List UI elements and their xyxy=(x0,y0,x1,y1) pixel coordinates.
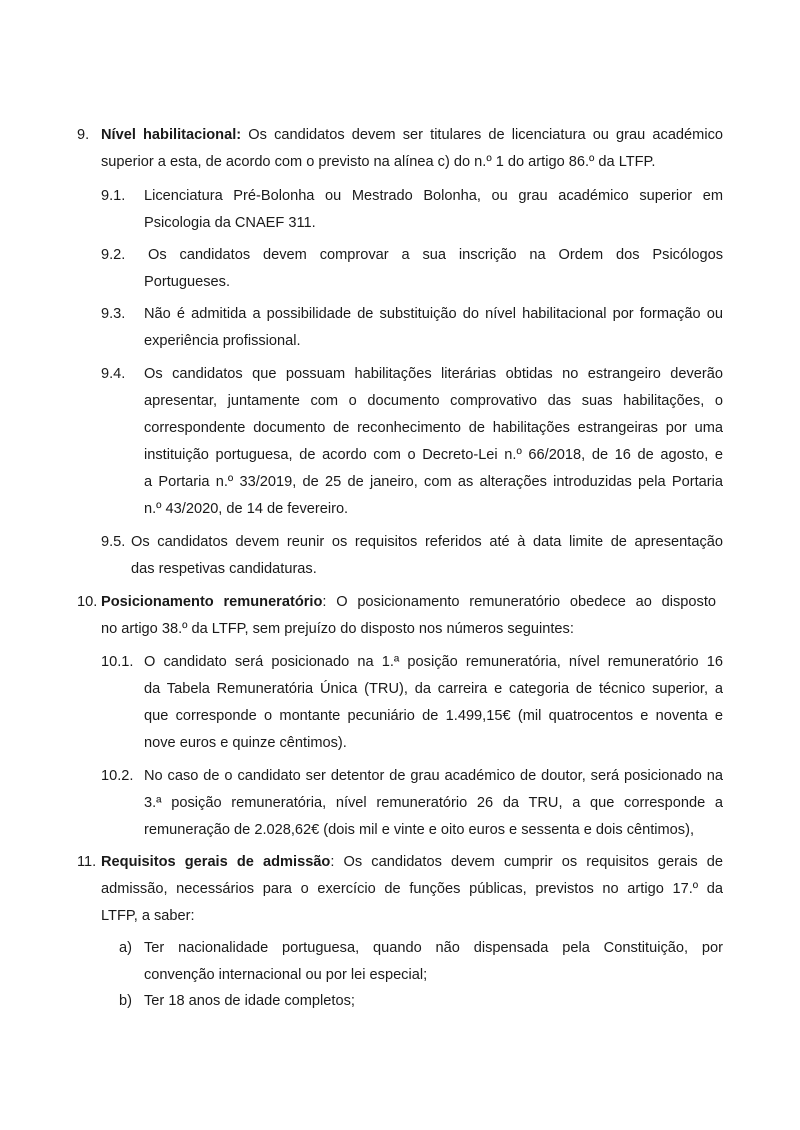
item-9-5-number: 9.5. xyxy=(101,534,126,550)
section-11-number: 11. xyxy=(77,854,97,870)
item-11-a-letter: a) xyxy=(119,940,132,956)
item-10-1-line-3: que corresponde o montante pecuniário de 1.499,15€ (mil quatrocentos e noventa e xyxy=(144,708,723,724)
section-10-number: 10. xyxy=(77,594,98,610)
section-11-line-3: LTFP, a saber: xyxy=(101,908,195,924)
section-10-text-1: : O posicionamento remuneratório obedece ao disposto xyxy=(322,594,716,610)
section-9-line-2: superior a esta, de acordo com o previsto na alínea c) do n.º 1 do artigo 86.º da LTFP. xyxy=(101,154,656,170)
section-11-line-2: admissão, necessários para o exercício de funções públicas, previstos no artigo 17.º da xyxy=(101,881,723,897)
item-9-4-number: 9.4. xyxy=(101,366,126,382)
section-10-line-2: no artigo 38.º da LTFP, sem prejuízo do disposto nos números seguintes: xyxy=(101,621,574,637)
item-9-4-line-3: correspondente documento de reconhecimento de habilitações estrangeiras por uma xyxy=(144,420,723,436)
item-9-1-line-2: Psicologia da CNAEF 311. xyxy=(144,215,316,231)
item-10-2-line-1: No caso de o candidato ser detentor de grau académico de doutor, será posicionado na xyxy=(144,768,723,784)
item-9-4-line-4: instituição portuguesa, de acordo com o Decreto-Lei n.º 66/2018, de 16 de agosto, e xyxy=(144,447,723,463)
item-10-2-number: 10.2. xyxy=(101,768,134,784)
item-9-5-line-1: Os candidatos devem reunir os requisitos referidos até à data limite de apresentação xyxy=(131,534,723,550)
item-9-4-line-6: n.º 43/2020, de 14 de fevereiro. xyxy=(144,501,349,517)
section-9-line-1 xyxy=(101,125,723,145)
item-9-1-line-1: Licenciatura Pré-Bolonha ou Mestrado Bolonha, ou grau académico superior em xyxy=(144,188,723,204)
section-11-heading: Requisitos gerais de admissão xyxy=(101,854,331,870)
section-10-heading: Posicionamento remuneratório xyxy=(101,594,323,610)
section-11-text-1: : Os candidatos devem cumprir os requisitos gerais de xyxy=(330,854,723,870)
item-9-4-line-2: apresentar, juntamente com o documento comprovativo das suas habilitações, o xyxy=(144,393,723,409)
section-9-number: 9. xyxy=(77,127,90,143)
item-11-a-line-1: Ter nacionalidade portuguesa, quando não dispensada pela Constituição, por xyxy=(144,940,723,956)
item-9-4-line-1: Os candidatos que possuam habilitações literárias obtidas no estrangeiro deverão xyxy=(144,366,723,382)
item-11-b-line-1: Ter 18 anos de idade completos; xyxy=(144,993,355,1009)
item-11-b-letter: b) xyxy=(119,993,132,1009)
item-9-2-line-1: Os candidatos devem comprovar a sua inscrição na Ordem dos Psicólogos xyxy=(148,247,723,263)
section-9-heading: Nível habilitacional: xyxy=(101,127,242,143)
item-10-1-line-2: da Tabela Remuneratória Única (TRU), da carreira e categoria de técnico superior, a xyxy=(144,681,723,697)
item-9-4-line-5: a Portaria n.º 33/2019, de 25 de janeiro, com as alterações introduzidas pela Portaria xyxy=(144,474,723,490)
item-9-3-line-1: Não é admitida a possibilidade de substituição do nível habilitacional por formação ou xyxy=(144,306,723,322)
item-9-1-number: 9.1. xyxy=(101,188,126,204)
item-9-3-number: 9.3. xyxy=(101,306,126,322)
section-9-text-1: Os candidatos devem ser titulares de licenciatura ou grau académico xyxy=(248,127,723,143)
item-10-1-number: 10.1. xyxy=(101,654,134,670)
item-9-5-line-2: das respetivas candidaturas. xyxy=(131,561,317,577)
item-9-2-line-2: Portugueses. xyxy=(144,274,230,290)
item-9-2-number: 9.2. xyxy=(101,247,126,263)
section-10-line-1 xyxy=(101,592,716,612)
item-11-a-line-2: convenção internacional ou por lei especial; xyxy=(144,967,428,983)
item-10-1-line-4: nove euros e quinze cêntimos). xyxy=(144,735,347,751)
item-9-3-line-2: experiência profissional. xyxy=(144,333,301,349)
item-10-1-line-1: O candidato será posicionado na 1.ª posição remuneratória, nível remuneratório 16 xyxy=(144,654,723,670)
item-10-2-line-2: 3.ª posição remuneratória, nível remuneratório 26 da TRU, a que corresponde a xyxy=(144,795,723,811)
section-11-line-1 xyxy=(101,852,723,872)
item-10-2-line-3: remuneração de 2.028,62€ (dois mil e vinte e oito euros e sessenta e dois cêntimos), xyxy=(144,822,695,838)
